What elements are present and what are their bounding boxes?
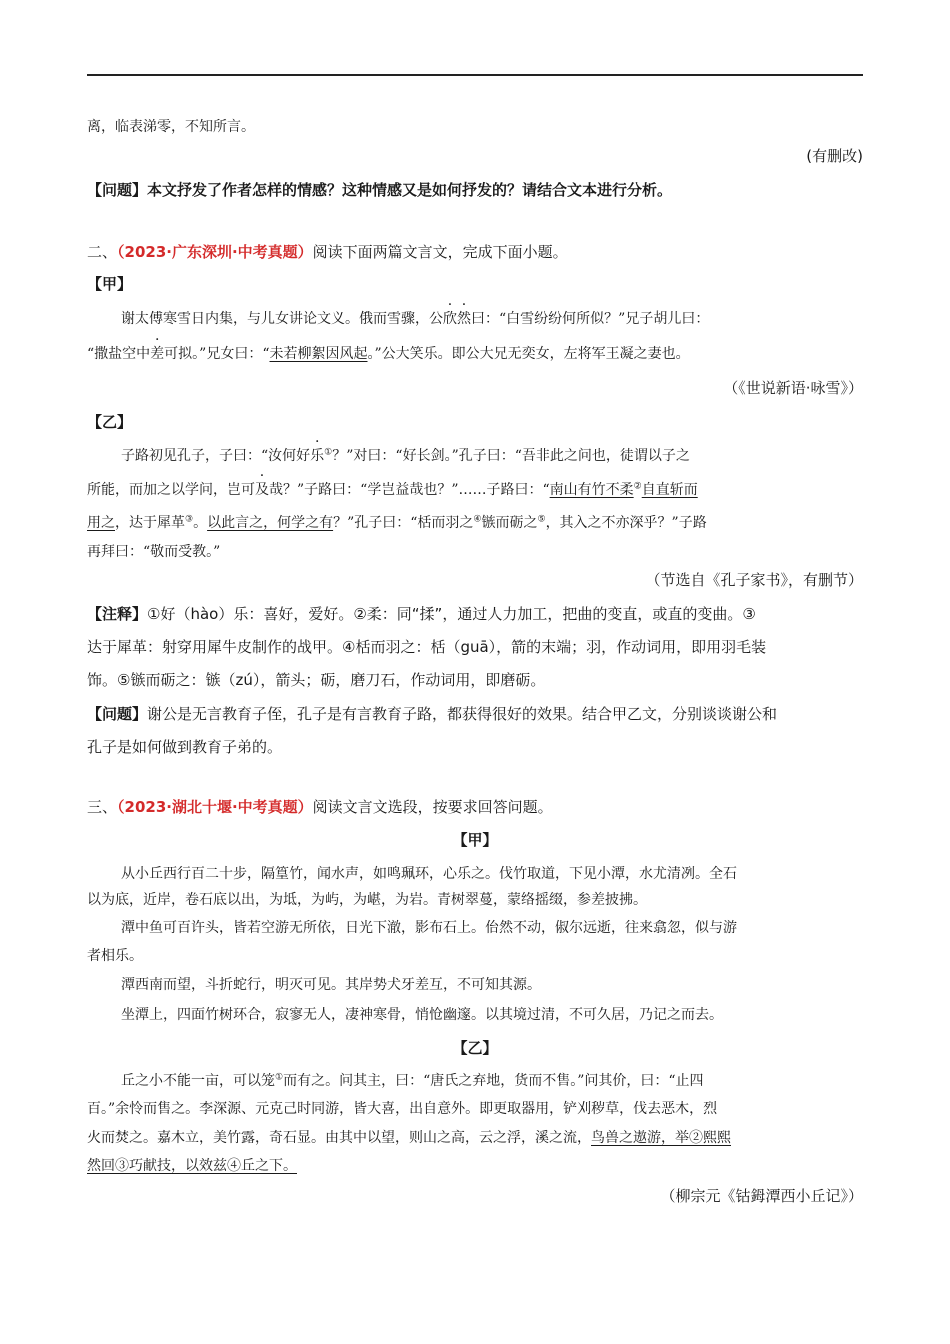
- note-marker: ①: [324, 447, 333, 458]
- sec3-exam-tag: （2023·湖北十堰·中考真题）: [117, 798, 313, 816]
- sec2-notes-line-2: 达于犀革：射穿用犀牛皮制作的战甲。④栝而羽之：栝（guā），箭的末端；羽，作动词用，即用羽毛装: [87, 638, 767, 656]
- sec3-p4-line-1: 坐潭上，四面竹树环合，寂寥无人，凄神寒骨，悄怆幽邃。以其境过清，不可久居，乃记之而去。: [121, 1007, 723, 1023]
- underlined-sentence: 南山有竹不柔: [549, 482, 634, 498]
- prev-question: [87, 180, 863, 200]
- sec3-yi-label: 【乙】: [452, 1039, 498, 1057]
- note-marker: ④: [473, 514, 482, 525]
- prev-source: (有删改): [806, 147, 863, 165]
- sec2-yi-source: （节选自《孔子家书》，有删节）: [645, 571, 863, 589]
- sec3-instruction: 阅读文言文选段，按要求回答问题。: [312, 798, 553, 816]
- notes-label: 【注释】: [87, 605, 148, 623]
- note-marker: ⑤: [537, 514, 546, 525]
- sec3-jia-label: 【甲】: [452, 831, 498, 849]
- underlined-sentence: 未若柳絮因风起: [269, 346, 368, 362]
- sec3-yi-line-1: 丘之小不能一亩，可以笼①而有之。问其主，曰：“唐氏之弃地，货而不售。”问其价，曰：“止四: [121, 1072, 704, 1089]
- underlined-sentence: 以此言之，何学之有: [207, 515, 334, 531]
- underlined-sentence: 鸟兽之遨游，举②熙熙: [591, 1130, 731, 1146]
- emphasis-char: 然: [457, 311, 471, 327]
- note-marker: ③: [185, 514, 194, 525]
- sec3-yi-source: （柳宗元《钴鉧潭西小丘记》）: [660, 1187, 863, 1205]
- sec2-heading: [87, 242, 863, 262]
- prev-text-tail: 离，临表涕零，不知所言。: [87, 119, 255, 135]
- sec2-yi-line-4: 再拜曰：“敬而受教。”: [87, 544, 221, 560]
- sec2-yi-line-3: 用之，达于犀革③。以此言之，何学之有？”孔子曰：“栝而羽之④镞而砺之⑤，其入之不亦深乎？”子路: [87, 514, 707, 531]
- header-rule: [87, 74, 863, 76]
- question-text: 本文抒发了作者怎样的情感？这种情感又是如何抒发的？请结合文本进行分析。: [147, 181, 673, 199]
- sec3-heading: [87, 797, 863, 817]
- sec3-number: 三、: [87, 798, 118, 816]
- sec2-jia-line-1: 谢太傅寒雪日内集，与儿女讲论文义。俄而雪骤，公欣然曰：“白雪纷纷何所似？”兄子胡儿曰：: [121, 311, 710, 327]
- sec3-p2-line-2: 者相乐。: [87, 948, 143, 964]
- sec2-instruction: 阅读下面两篇文言文，完成下面小题。: [312, 243, 568, 261]
- sec3-p2-line-1: 潭中鱼可百许头，皆若空游无所依，日光下澈，影布石上。佁然不动，俶尔远逝，往来翕忽，似与游: [121, 920, 737, 936]
- sec2-exam-tag: （2023·广东深圳·中考真题）: [117, 243, 313, 261]
- emphasis-char: 乐: [310, 448, 325, 464]
- sec2-yi-line-2: 所能，而加之以学问，岂可及哉？”子路曰：“学岂益哉也？”……子路曰：“南山有竹不柔②自直斩而: [87, 481, 698, 498]
- sec3-p3-line-1: 潭西南而望，斗折蛇行，明灭可见。其岸势犬牙差互，不可知其源。: [121, 977, 541, 993]
- sec3-yi-line-3: 火而焚之。嘉木立，美竹露，奇石显。由其中以望，则山之高，云之浮，溪之流，鸟兽之遨游，举②熙熙: [87, 1130, 731, 1146]
- sec2-jia-source: （《世说新语·咏雪》）: [723, 379, 863, 397]
- question-label: 【问题】: [87, 181, 148, 199]
- emphasis-char: 及: [255, 482, 269, 498]
- sec2-question-line-1: 【问题】谢公是无言教育子侄，孔子是有言教育子路，都获得很好的效果。结合甲乙文，分别谈谈谢公和: [87, 705, 778, 723]
- sec3-yi-line-4: [87, 1156, 863, 1176]
- sec3-p1-line-2: 以为底，近岸，卷石底以出，为坻，为屿，为嵁，为岩。青树翠蔓，蒙络摇缀，参差披拂。: [87, 892, 647, 908]
- sec2-yi-line-1: 子路初见孔子，子曰：“汝何好乐①？”对曰：“好长剑。”孔子曰：“吾非此之问也，徒谓以子之: [121, 447, 690, 464]
- sec2-question-line-2: 孔子是如何做到教育子弟的。: [87, 738, 283, 756]
- sec2-jia-line-2: “撒盐空中差可拟。”兄女曰：“未若柳絮因风起。”公大笑乐。即公大兄无奕女，左将军王凝之妻也。: [87, 346, 690, 362]
- note-marker: ②: [633, 481, 642, 492]
- sec3-p1-line-1: 从小丘西行百二十步，隔篁竹，闻水声，如鸣珮环，心乐之。伐竹取道，下见小潭，水尤清冽。全石: [121, 866, 737, 882]
- emphasis-char: 差: [150, 346, 165, 362]
- sec2-notes-line-1: 【注释】①好（hào）乐：喜好，爱好。②柔：同“揉”，通过人力加工，把曲的变直，或直的变曲。③: [87, 605, 756, 623]
- underlined-sentence: 然回③巧献技，以效兹④丘之下。: [87, 1158, 297, 1174]
- sec2-jia-label: 【甲】: [87, 275, 133, 293]
- underlined-sentence: 用之: [87, 515, 115, 531]
- sec2-number: 二、: [87, 243, 118, 261]
- sec2-yi-label: 【乙】: [87, 413, 133, 431]
- emphasis-char: 欣: [443, 311, 457, 327]
- underlined-sentence: 自直斩而: [641, 482, 698, 498]
- note-marker: ①: [275, 1072, 284, 1083]
- question-label: 【问题】: [87, 705, 148, 723]
- sec2-notes-line-3: 饰。⑤镞而砺之：镞（zú），箭头；砺，磨刀石，作动词用，即磨砺。: [87, 671, 546, 689]
- sec3-yi-line-2: 百。”余怜而售之。李深源、元克己时同游，皆大喜，出自意外。即更取器用，铲刈秽草，伐去恶木，烈: [87, 1101, 718, 1117]
